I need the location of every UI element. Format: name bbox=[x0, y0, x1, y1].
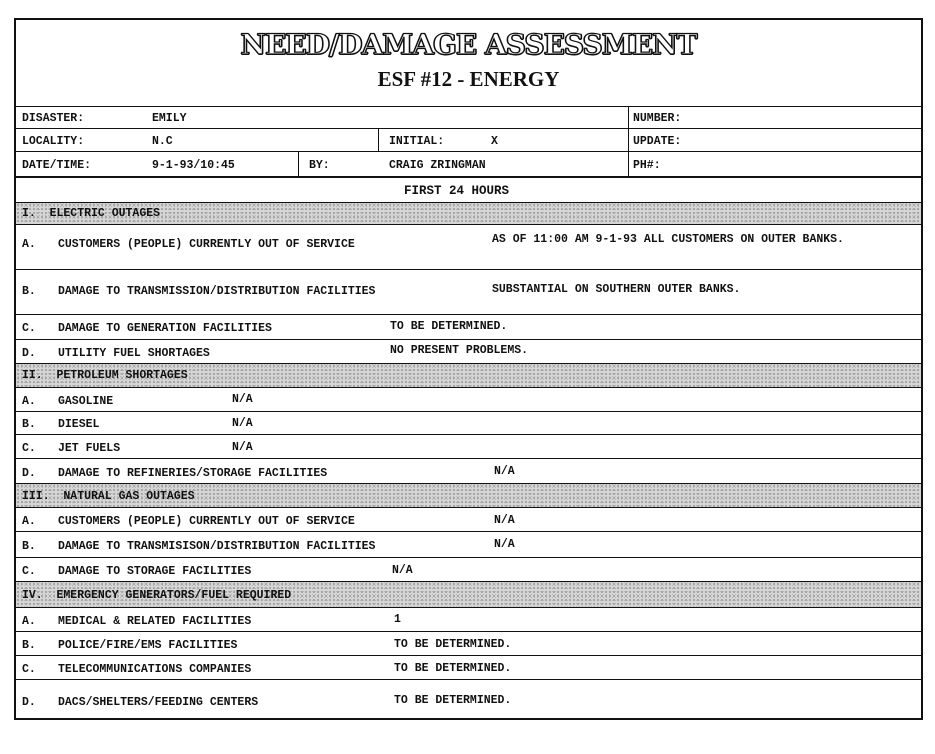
disaster-label: DISASTER: bbox=[22, 112, 85, 125]
item-letter: B. bbox=[22, 285, 36, 298]
form-subtitle: ESF #12 - ENERGY bbox=[377, 67, 560, 91]
datetime-value: 9-1-93/10:45 bbox=[152, 159, 235, 172]
section-title: II. PETROLEUM SHORTAGES bbox=[22, 369, 188, 382]
item-value: N/A bbox=[494, 465, 515, 478]
initial-cell bbox=[378, 129, 628, 151]
item-value: TO BE DETERMINED. bbox=[394, 638, 512, 651]
header-row-locality bbox=[16, 128, 921, 151]
by-label: BY: bbox=[309, 159, 330, 172]
section-heading bbox=[16, 363, 921, 387]
item-row bbox=[16, 387, 921, 411]
item-value: TO BE DETERMINED. bbox=[390, 320, 508, 333]
item-letter: A. bbox=[22, 615, 36, 628]
item-row bbox=[16, 531, 921, 557]
item-letter: B. bbox=[22, 418, 36, 431]
section-title: III. NATURAL GAS OUTAGES bbox=[22, 490, 195, 503]
item-row bbox=[16, 314, 921, 339]
header-row-datetime bbox=[16, 151, 921, 176]
item-row bbox=[16, 631, 921, 655]
item-value: N/A bbox=[232, 393, 253, 406]
item-row bbox=[16, 269, 921, 314]
item-row bbox=[16, 411, 921, 434]
item-label: CUSTOMERS (PEOPLE) CURRENTLY OUT OF SERVICE bbox=[58, 515, 355, 528]
item-label: POLICE/FIRE/EMS FACILITIES bbox=[58, 639, 238, 652]
item-value: TO BE DETERMINED. bbox=[394, 694, 512, 707]
item-letter: D. bbox=[22, 347, 36, 360]
item-value: 1 bbox=[394, 613, 401, 626]
item-value: N/A bbox=[494, 514, 515, 527]
item-letter: B. bbox=[22, 540, 36, 553]
item-letter: C. bbox=[22, 565, 36, 578]
item-label: DAMAGE TO REFINERIES/STORAGE FACILITIES bbox=[58, 467, 328, 480]
item-row bbox=[16, 507, 921, 531]
item-value: N/A bbox=[232, 417, 253, 430]
item-value: AS OF 11:00 AM 9-1-93 ALL CUSTOMERS ON OUTER BANKS. bbox=[492, 233, 844, 246]
initial-label: INITIAL: bbox=[389, 135, 445, 148]
item-label: JET FUELS bbox=[58, 442, 121, 455]
item-value: TO BE DETERMINED. bbox=[394, 662, 512, 675]
item-value: N/A bbox=[392, 564, 413, 577]
item-letter: B. bbox=[22, 639, 36, 652]
by-value: CRAIG ZRINGMAN bbox=[389, 159, 486, 172]
section-heading bbox=[16, 581, 921, 607]
item-label: TELECOMMUNICATIONS COMPANIES bbox=[58, 663, 252, 676]
period-row bbox=[16, 176, 921, 202]
item-row bbox=[16, 458, 921, 483]
disaster-value: EMILY bbox=[152, 112, 187, 125]
section-heading bbox=[16, 483, 921, 507]
item-label: DAMAGE TO STORAGE FACILITIES bbox=[58, 565, 252, 578]
assessment-form bbox=[14, 18, 923, 720]
item-letter: C. bbox=[22, 442, 36, 455]
item-letter: A. bbox=[22, 395, 36, 408]
item-label: UTILITY FUEL SHORTAGES bbox=[58, 347, 210, 360]
section-title: I. ELECTRIC OUTAGES bbox=[22, 207, 161, 220]
item-value: N/A bbox=[232, 441, 253, 454]
item-label: DAMAGE TO TRANSMISSION/DISTRIBUTION FACILITIES bbox=[58, 285, 376, 298]
item-label: GASOLINE bbox=[58, 395, 114, 408]
locality-value: N.C bbox=[152, 135, 173, 148]
period-label: FIRST 24 HOURS bbox=[404, 184, 510, 198]
item-value: NO PRESENT PROBLEMS. bbox=[390, 344, 529, 357]
item-label: DIESEL bbox=[58, 418, 100, 431]
number-label: NUMBER: bbox=[633, 112, 682, 125]
item-label: MEDICAL & RELATED FACILITIES bbox=[58, 615, 252, 628]
ph-label: PH#: bbox=[633, 159, 661, 172]
locality-label: LOCALITY: bbox=[22, 135, 85, 148]
item-label: DAMAGE TO GENERATION FACILITIES bbox=[58, 322, 272, 335]
update-label: UPDATE: bbox=[633, 135, 682, 148]
item-row bbox=[16, 434, 921, 458]
initial-value: X bbox=[491, 135, 498, 148]
item-label: DACS/SHELTERS/FEEDING CENTERS bbox=[58, 696, 259, 709]
number-cell bbox=[628, 107, 921, 128]
item-letter: D. bbox=[22, 467, 36, 480]
item-row bbox=[16, 607, 921, 631]
form-title: NEED/DAMAGE ASSESSMENT bbox=[240, 28, 697, 61]
update-cell bbox=[628, 129, 921, 151]
item-row bbox=[16, 679, 921, 720]
datetime-label: DATE/TIME: bbox=[22, 159, 92, 172]
by-cell bbox=[298, 152, 628, 176]
item-letter: D. bbox=[22, 696, 36, 709]
item-letter: A. bbox=[22, 238, 36, 251]
item-value: N/A bbox=[494, 538, 515, 551]
header-row-disaster bbox=[16, 106, 921, 128]
section-heading bbox=[16, 202, 921, 224]
section-title: IV. EMERGENCY GENERATORS/FUEL REQUIRED bbox=[22, 589, 292, 602]
item-row bbox=[16, 655, 921, 679]
item-value: SUBSTANTIAL ON SOUTHERN OUTER BANKS. bbox=[492, 283, 741, 296]
item-row bbox=[16, 557, 921, 581]
item-letter: C. bbox=[22, 322, 36, 335]
item-row bbox=[16, 224, 921, 269]
item-letter: C. bbox=[22, 663, 36, 676]
item-row bbox=[16, 339, 921, 363]
ph-cell bbox=[628, 152, 921, 176]
item-label: DAMAGE TO TRANSMISISON/DISTRIBUTION FACILITIES bbox=[58, 540, 376, 553]
item-letter: A. bbox=[22, 515, 36, 528]
item-label: CUSTOMERS (PEOPLE) CURRENTLY OUT OF SERVICE bbox=[58, 238, 355, 251]
